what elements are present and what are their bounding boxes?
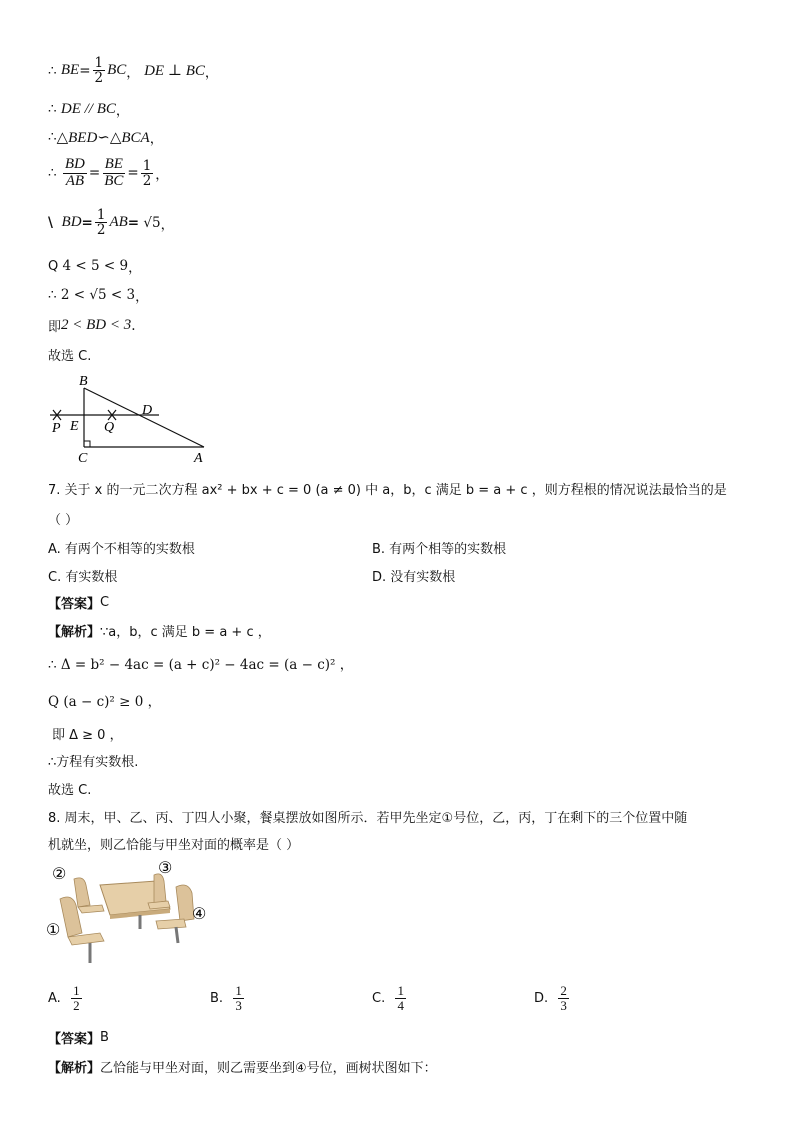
solution-line-4 xyxy=(48,157,169,190)
answer-tag: 【答案】 xyxy=(48,1032,101,1047)
analysis-text: ∴ Δ = b² − 4ac = (a + c)² − 4ac = (a − c)² ， xyxy=(48,657,354,673)
fraction-numerator: 1 xyxy=(73,983,80,998)
therefore-symbol: ∴ xyxy=(48,101,57,117)
therefore-symbol: ∴ xyxy=(48,287,57,303)
separator: ， xyxy=(126,64,140,81)
fraction-denominator: 2 xyxy=(96,222,106,239)
q8-analysis-1 xyxy=(48,1057,437,1076)
math-text: BD xyxy=(61,214,82,231)
vertex-label-c: C xyxy=(78,451,88,465)
analysis-text: 故选 C. xyxy=(48,783,92,798)
solution-line-7 xyxy=(48,285,149,305)
option-label: A. xyxy=(48,990,61,1006)
math-text: 2 < √5 < 3 xyxy=(60,287,136,303)
fraction-numerator: 1 xyxy=(94,55,104,71)
equals-sign: = xyxy=(81,214,93,231)
fraction-numerator: 1 xyxy=(397,983,404,998)
fraction-numerator: 2 xyxy=(560,983,567,998)
option-label: C. xyxy=(372,990,386,1006)
q7-answer xyxy=(48,593,109,612)
equals-sign: = xyxy=(127,165,139,182)
q7-analysis-5 xyxy=(48,751,138,770)
fraction xyxy=(395,984,406,1012)
solution-line-1 xyxy=(48,56,218,85)
fraction-numerator: BE xyxy=(104,156,123,172)
math-text: BC xyxy=(107,62,127,79)
answer-value: C xyxy=(100,595,110,610)
seat-2-label: ② xyxy=(52,866,67,883)
math-text: 4 < 5 < 9 xyxy=(62,258,129,274)
solution-line-2 xyxy=(48,99,129,119)
q7-analysis-2 xyxy=(48,653,353,673)
fraction xyxy=(141,159,154,188)
question-text: 7. 关于 x 的一元二次方程 ax² + bx + c = 0 (a ≠ 0) 中 a，b，c 满足 b = a + c ，则方程根的情况说法最恰当的是 xyxy=(48,483,727,498)
fraction xyxy=(95,208,108,237)
punctuation: ， xyxy=(128,260,142,276)
q8-option-b xyxy=(210,984,246,1012)
answer-choice: 故选 C. xyxy=(48,349,92,364)
answer-value: B xyxy=(100,1030,109,1045)
q7-analysis-3 xyxy=(48,690,161,710)
q7-analysis-1 xyxy=(48,621,271,640)
math-text: AB xyxy=(109,214,128,231)
equals-sign: = xyxy=(127,214,140,231)
solution-line-3 xyxy=(48,127,163,147)
therefore-symbol: \ xyxy=(48,214,53,231)
option-label: D. xyxy=(534,990,549,1006)
question-text: 8. 周末，甲、乙、丙、丁四人小聚，餐桌摆放如图所示．若甲先坐定①号位，乙，丙，丁在剩下的三个位置中随 xyxy=(48,811,688,826)
fraction xyxy=(63,157,87,190)
solution-line-6 xyxy=(48,256,142,276)
question-text: 机就坐，则乙恰能与甲坐对面的概率是（ ） xyxy=(48,838,300,853)
point-label-e: E xyxy=(70,419,79,434)
fraction-denominator: 2 xyxy=(73,997,80,1013)
q8-stem-2 xyxy=(48,834,299,853)
punctuation: ， xyxy=(149,131,164,147)
punctuation: ， xyxy=(115,103,130,119)
fraction xyxy=(71,984,82,1012)
analysis-text: 乙恰能与甲坐对面，则乙需要坐到④号位，画树状图如下： xyxy=(100,1061,437,1076)
equals-sign: = xyxy=(79,62,91,79)
therefore-symbol: ∴ xyxy=(48,165,57,182)
q8-option-d xyxy=(534,984,571,1012)
punctuation: ， xyxy=(135,289,149,305)
q7-option-c: C. 有实数根 xyxy=(48,570,118,585)
seat-4-label: ④ xyxy=(192,906,207,923)
vertex-label-b: B xyxy=(79,374,88,389)
q7-option-d: D. 没有实数根 xyxy=(372,570,456,585)
fraction-denominator: 3 xyxy=(560,997,567,1013)
fraction-numerator: 1 xyxy=(235,983,242,998)
fraction-numerator: 1 xyxy=(96,207,106,223)
table-chairs-figure xyxy=(44,857,224,969)
q8-stem-1 xyxy=(48,807,687,826)
q7-option-b: B. 有两个相等的实数根 xyxy=(372,542,507,557)
fraction-numerator: 1 xyxy=(142,157,152,174)
fraction-denominator: BC xyxy=(104,172,124,189)
punctuation: ， xyxy=(160,216,175,233)
math-text: 2 < BD < 3 xyxy=(61,317,132,333)
solution-line-8 xyxy=(48,316,136,335)
analysis-tag: 【解析】 xyxy=(48,625,101,640)
analysis-text: Q (a − c)² ≥ 0 ， xyxy=(48,694,162,710)
analysis-text: ∵a，b，c 满足 b = a + c ， xyxy=(100,625,271,640)
fraction xyxy=(558,984,569,1012)
math-text: BE xyxy=(60,62,80,79)
triangle-figure xyxy=(44,370,219,465)
fraction-denominator: AB xyxy=(65,172,85,189)
fraction-denominator: 4 xyxy=(397,997,404,1013)
solution-line-5 xyxy=(48,208,174,237)
fraction-denominator: 3 xyxy=(235,997,242,1013)
punctuation: . xyxy=(131,317,136,334)
fraction-numerator: BD xyxy=(64,156,85,172)
punctuation: ， xyxy=(155,167,169,184)
q8-option-a xyxy=(48,984,84,1012)
therefore-symbol: ∴ xyxy=(48,62,57,79)
seat-3-label: ③ xyxy=(158,860,173,877)
q8-answer xyxy=(48,1028,109,1047)
point-label-p: P xyxy=(52,421,61,436)
fraction xyxy=(93,56,106,85)
equals-sign: = xyxy=(88,165,101,182)
text-prefix: 即 xyxy=(48,320,62,335)
math-text: DE // BC xyxy=(60,100,116,117)
punctuation: ， xyxy=(204,64,219,81)
fraction-denominator: 2 xyxy=(94,70,104,87)
q7-stem xyxy=(48,479,727,498)
math-text: △BED∽△BCA xyxy=(56,129,150,146)
answer-blank: （ ） xyxy=(48,513,79,528)
option-label: B. xyxy=(210,990,224,1006)
analysis-text: 即 Δ ≥ 0 ， xyxy=(52,728,123,743)
vertex-label-a: A xyxy=(194,451,203,465)
sqrt-expression: √5 xyxy=(143,214,161,231)
math-text: DE ⊥ BC xyxy=(144,63,205,80)
q7-option-a: A. 有两个不相等的实数根 xyxy=(48,542,195,557)
because-symbol: Q xyxy=(48,258,59,274)
solution-line-9 xyxy=(48,345,91,364)
fraction-denominator: 2 xyxy=(142,172,152,189)
q7-analysis-4 xyxy=(52,724,123,743)
fraction xyxy=(233,984,244,1012)
analysis-text: ∴方程有实数根. xyxy=(48,755,139,770)
q8-option-c xyxy=(372,984,408,1012)
therefore-symbol: ∴ xyxy=(48,129,57,145)
fraction xyxy=(102,157,125,190)
q7-blank xyxy=(48,509,78,528)
q7-analysis-6 xyxy=(48,779,91,798)
seat-1-label: ① xyxy=(46,922,61,939)
point-label-d: D xyxy=(142,403,153,418)
point-label-q: Q xyxy=(104,420,115,435)
answer-tag: 【答案】 xyxy=(48,597,101,612)
analysis-tag: 【解析】 xyxy=(48,1061,101,1076)
